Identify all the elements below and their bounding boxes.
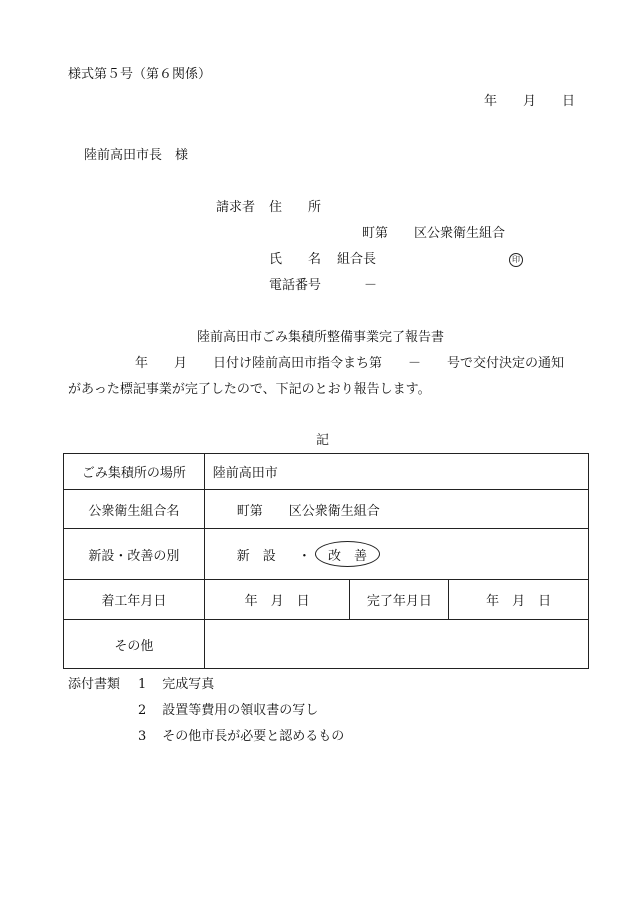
name-value: 組合長	[337, 252, 377, 267]
attachment-text: その他市長が必要と認めるもの	[162, 729, 345, 744]
table-row-location	[64, 454, 589, 490]
attachment-num: 1	[138, 677, 147, 692]
report-table	[63, 453, 589, 669]
date-line: 年 月 日	[484, 94, 576, 109]
complete-date-value: 年 月 日	[449, 580, 589, 620]
attachment-item-3	[138, 730, 344, 743]
attachment-text: 設置等費用の領収書の写し	[162, 703, 319, 718]
type-improve-circled: 改 善	[315, 541, 380, 567]
requester-role-label: 請求者	[216, 200, 256, 215]
association-label: 公衆衛生組合名	[64, 490, 205, 529]
association-value: 町第 区公衆衛生組合	[204, 490, 588, 529]
other-value	[204, 620, 588, 669]
phone-label: 電話番号	[269, 278, 322, 293]
ki-heading: 記	[316, 433, 330, 448]
document-title: 陸前高田市ごみ集積所整備事業完了報告書	[197, 330, 445, 345]
table-row-association	[64, 490, 589, 529]
type-options	[204, 529, 588, 580]
type-label: 新設・改善の別	[64, 529, 205, 580]
address-label: 住 所	[269, 200, 322, 215]
start-date-label: 着工年月日	[64, 580, 205, 620]
table-row-other	[64, 620, 589, 669]
type-new: 新 設	[236, 549, 276, 564]
table-row-type	[64, 529, 589, 580]
attachment-item-1	[138, 678, 214, 691]
phone-value: －	[364, 278, 378, 293]
location-label: ごみ集積所の場所	[64, 454, 205, 490]
address-value: 町第 区公衆衛生組合	[362, 226, 506, 241]
body-line-2: があった標記事業が完了したので、下記のとおり報告します。	[68, 382, 431, 397]
seal-mark: 印	[509, 253, 523, 267]
attachments-label: 添付書類	[68, 677, 121, 692]
attachment-text: 完成写真	[162, 677, 215, 692]
table-row-dates	[64, 580, 589, 620]
type-separator: ・	[297, 549, 311, 564]
attachment-num: 3	[138, 729, 147, 744]
form-number: 様式第５号（第６関係）	[68, 67, 212, 82]
complete-date-label: 完了年月日	[350, 580, 449, 620]
attachment-item-2	[138, 704, 318, 717]
location-value: 陸前高田市	[204, 454, 588, 490]
body-line-1: 年 月 日付け陸前高田市指令まち第 － 号で交付決定の通知	[135, 356, 565, 371]
attachment-num: 2	[138, 703, 147, 718]
addressee: 陸前高田市長 様	[84, 148, 189, 163]
name-label: 氏 名	[269, 252, 322, 267]
other-label: その他	[64, 620, 205, 669]
start-date-value: 年 月 日	[204, 580, 350, 620]
